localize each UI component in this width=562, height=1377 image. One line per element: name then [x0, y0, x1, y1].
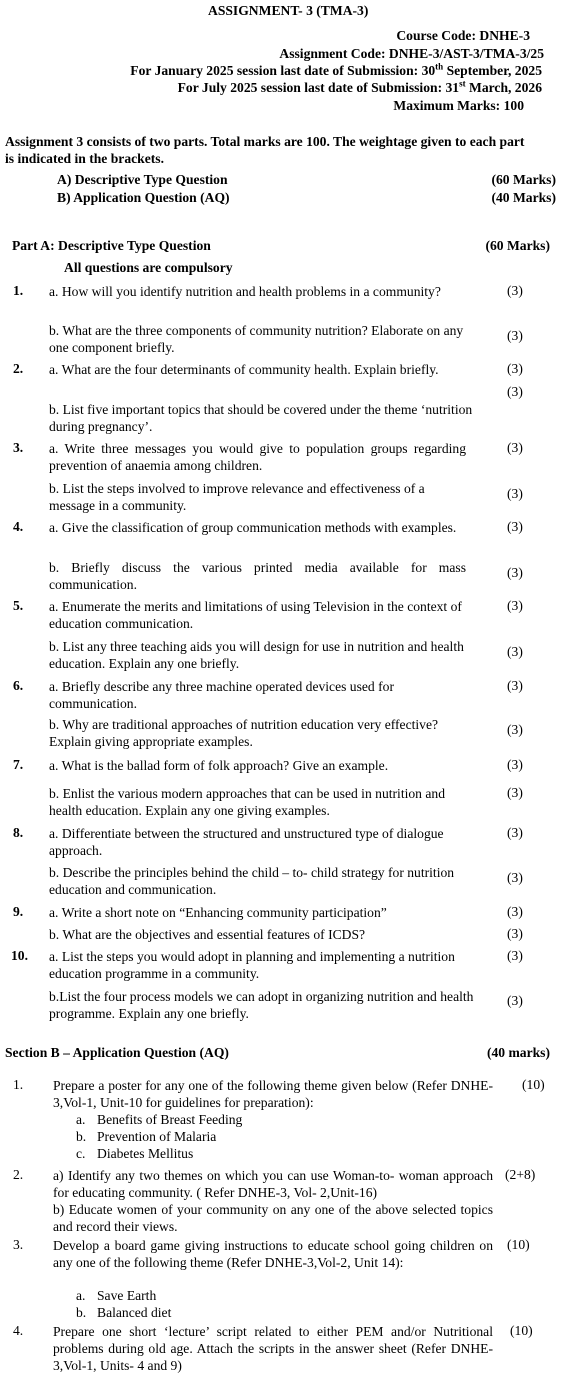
- question-marks: (3): [507, 361, 523, 376]
- list-item-letter: b.: [76, 1129, 87, 1144]
- question-part-b: b. List the steps involved to improve relevance and effectiveness of a message in a community.: [49, 481, 425, 513]
- question-text-b: b) Educate women of your community on any one of the above selected topics and record their views.: [53, 1202, 493, 1234]
- question-part-a: a. What is the ballad form of folk approach? Give an example.: [49, 758, 389, 773]
- part-b-summary-label: B) Application Question (AQ): [57, 190, 230, 205]
- january-session-deadline: For January 2025 session last date of Submission: 30th September, 2025: [130, 61, 542, 78]
- question-marks: (3): [507, 598, 523, 613]
- question-marks: (3): [507, 722, 523, 737]
- question-number: 5.: [13, 598, 24, 613]
- question-marks: (3): [507, 870, 523, 885]
- list-item-letter: a.: [76, 1112, 86, 1127]
- question-number: 3.: [13, 440, 24, 455]
- question-marks: (10): [507, 1237, 530, 1252]
- part-a-note: All questions are compulsory: [64, 260, 233, 275]
- question-part-b: b. Why are traditional approaches of nutrition education very effective? Explain giving appropriate examples.: [49, 717, 439, 749]
- question-number: 1.: [13, 283, 24, 298]
- intro-line-1: Assignment 3 consists of two parts. Total marks are 100. The weightage given to each part: [5, 134, 525, 149]
- question-part-b: b. What are the objectives and essential features of ICDS?: [49, 927, 366, 942]
- question-part-b: b. List any three teaching aids you will design for use in nutrition and health education. Explain any one briefly.: [49, 639, 464, 671]
- question-number: 10.: [11, 948, 28, 963]
- maximum-marks: Maximum Marks: 100: [393, 98, 524, 113]
- question-part-a: a. How will you identify nutrition and health problems in a community?: [49, 284, 441, 299]
- question-marks: (10): [510, 1323, 533, 1338]
- section-b-heading: Section B – Application Question (AQ): [5, 1045, 229, 1060]
- question-number: 9.: [13, 904, 24, 919]
- list-item: Benefits of Breast Feeding: [97, 1112, 243, 1127]
- question-number: 2.: [13, 361, 24, 376]
- question-marks: (3): [507, 644, 523, 659]
- question-number: 6.: [13, 678, 24, 693]
- question-marks: (3): [507, 678, 523, 693]
- question-text: Develop a board game giving instructions to educate school going children on any one of the following theme (Refer DNHE-3,Vol-2, Unit 14):: [53, 1238, 493, 1270]
- part-a-marks: (60 Marks): [485, 238, 550, 253]
- question-part-a: a. Give the classification of group communication methods with examples.: [49, 520, 457, 535]
- section-b-marks: (40 marks): [486, 1045, 550, 1060]
- question-marks: (3): [507, 904, 523, 919]
- question-marks: (3): [507, 948, 523, 963]
- list-item: Diabetes Mellitus: [97, 1146, 194, 1161]
- part-a-summary-label: A) Descriptive Type Question: [57, 172, 228, 187]
- question-part-a: a. Briefly describe any three machine operated devices used for communication.: [49, 679, 394, 711]
- question-marks: (3): [507, 283, 523, 298]
- assignment-title: ASSIGNMENT- 3 (TMA-3): [208, 3, 369, 18]
- question-number: 3.: [13, 1237, 24, 1252]
- list-item-letter: b.: [76, 1305, 87, 1320]
- intro-line-2: is indicated in the brackets.: [5, 151, 164, 166]
- question-marks: (3): [507, 565, 523, 580]
- question-marks: (2+8): [505, 1167, 536, 1182]
- list-item-letter: c.: [76, 1146, 86, 1161]
- question-part-a: a. Differentiate between the structured and unstructured type of dialogue approach.: [49, 826, 444, 858]
- question-part-b: b. Describe the principles behind the child – to- child strategy for nutrition education and communication.: [49, 865, 455, 897]
- list-item-letter: a.: [76, 1288, 86, 1303]
- list-item: Balanced diet: [97, 1305, 172, 1320]
- question-marks: (3): [507, 993, 523, 1008]
- question-marks: (3): [507, 825, 523, 840]
- question-part-a: a. Write three messages you would give to population groups regarding prevention of anaemia among children.: [49, 441, 466, 473]
- question-part-a: a. Write a short note on “Enhancing community participation”: [49, 905, 387, 920]
- question-part-a: a. Enumerate the merits and limitations of using Television in the context of education communication.: [49, 599, 462, 631]
- part-a-heading: Part A: Descriptive Type Question: [12, 238, 211, 253]
- assignment-code: Assignment Code: DNHE-3/AST-3/TMA-3/25: [279, 46, 544, 61]
- question-text: Prepare a poster for any one of the following theme given below (Refer DNHE-3,Vol-1, Unit-10 for guidelines for preparation):: [53, 1078, 493, 1110]
- question-number: 2.: [13, 1167, 24, 1182]
- question-marks: (3): [507, 785, 523, 800]
- question-part-b: b. Enlist the various modern approaches that can be used in nutrition and health education. Explain any one giving examples.: [49, 786, 446, 818]
- question-text: Prepare one short ‘lecture’ script related to either PEM and/or Nutritional problems during old age. Attach the scripts in the answer sheet (Refer DNHE-3,Vol-1, Units- 4 and 9): [53, 1324, 493, 1373]
- question-text-a: a) Identify any two themes on which you can use Woman-to- woman approach for educating community. ( Refer DNHE-3, Vol- 2,Unit-16): [53, 1168, 493, 1200]
- question-number: 7.: [13, 757, 24, 772]
- question-number: 8.: [13, 825, 24, 840]
- part-b-summary-marks: (40 Marks): [491, 190, 556, 205]
- question-marks: (3): [507, 519, 523, 534]
- question-marks: (3): [507, 926, 523, 941]
- question-marks: (3): [507, 384, 523, 399]
- question-marks: (3): [507, 440, 523, 455]
- question-part-b: b.List the four process models we can adopt in organizing nutrition and health programme. Explain any one briefly.: [49, 989, 474, 1021]
- part-a-summary-marks: (60 Marks): [491, 172, 556, 187]
- question-number: 4.: [13, 1323, 24, 1338]
- course-code: Course Code: DNHE-3: [396, 28, 530, 43]
- question-marks: (3): [507, 486, 523, 501]
- question-part-b: b. Briefly discuss the various printed media available for mass communication.: [49, 560, 466, 592]
- list-item: Save Earth: [97, 1288, 157, 1303]
- question-part-b: b. List five important topics that should be covered under the theme ‘nutrition during pregnancy’.: [49, 402, 473, 434]
- question-part-a: a. List the steps you would adopt in planning and implementing a nutrition education programme in a community.: [49, 949, 455, 981]
- question-number: 4.: [13, 519, 24, 534]
- question-part-a: a. What are the four determinants of community health. Explain briefly.: [49, 362, 439, 377]
- question-marks: (3): [507, 328, 523, 343]
- question-marks: (3): [507, 757, 523, 772]
- question-marks: (10): [522, 1077, 545, 1092]
- question-part-b: b. What are the three components of community nutrition? Elaborate on any one component briefly.: [49, 323, 464, 355]
- question-number: 1.: [13, 1077, 24, 1092]
- july-session-deadline: For July 2025 session last date of Submission: 31st March, 2026: [177, 78, 542, 95]
- list-item: Prevention of Malaria: [97, 1129, 217, 1144]
